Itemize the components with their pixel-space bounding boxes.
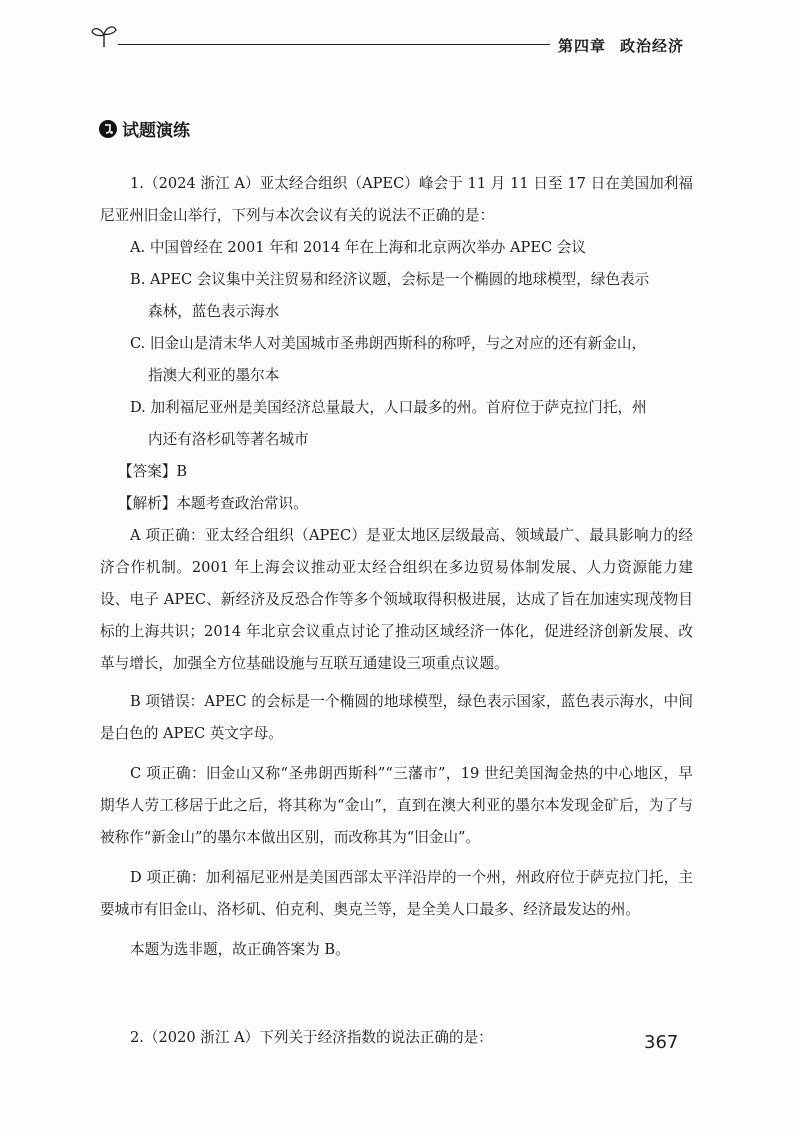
section-title: 试题演练 bbox=[122, 121, 190, 141]
question-1-stem: 1.（2024 浙江 A）亚太经合组织（APEC）峰会于 11 月 11 日至 17 日在美国加利福尼亚州旧金山举行，下列与本次会议有关的说法不正确的是： bbox=[100, 175, 693, 224]
analysis-c: C 项正确：旧金山又称“圣弗朗西斯科”“三藩市”，19 世纪美国淘金热的中心地区，早期华人劳工移居于此之后，将其称为“金山”，直到在澳大利亚的墨尔本发现金矿后，为了与被称作“新金山”的墨尔本做出区别，而改称其为“旧金山”。 bbox=[100, 765, 693, 846]
option-d: D. 加利福尼亚州是美国经济总量最大，人口最多的州。首府位于萨克拉门托，州 bbox=[130, 399, 647, 416]
conclusion: 本题为选非题，故正确答案为 B。 bbox=[130, 941, 350, 958]
analysis-a: A 项正确：亚太经合组织（APEC）是亚太地区层级最高、领域最广、最具影响力的经济合作机制。2001 年上海会议推动亚太经合组织在多边贸易体制发展、人力资源能力建设、电子 APEC、新经济及反恐合作等多个领域取得积极进展，达成了旨在加速实现茂物目标的上海共识；2014 年北京会议重点讨论了推动区域经济一体化，促进经济创新发展、改革与增长，加强全方位基础设施与互联互通建设三项重点议题。 bbox=[100, 527, 693, 672]
option-c-continued: 指澳大利亚的墨尔本 bbox=[148, 367, 280, 384]
question-content bbox=[100, 168, 693, 1054]
section-heading bbox=[99, 116, 190, 141]
analysis-d: D 项正确：加利福尼亚州是美国西部太平洋沿岸的一个州，州政府位于萨克拉门托，主要城市有旧金山、洛杉矶、伯克利、奥克兰等，是全美人口最多、经济最发达的州。 bbox=[100, 869, 693, 918]
option-b: B. APEC 会议集中关注贸易和经济议题，会标是一个椭圆的地球模型，绿色表示 bbox=[130, 271, 650, 288]
analysis-b: B 项错误：APEC 的会标是一个椭圆的地球模型，绿色表示国家，蓝色表示海水，中间是白色的 APEC 英文字母。 bbox=[100, 693, 693, 742]
question-2-stem: 2.（2020 浙江 A）下列关于经济指数的说法正确的是： bbox=[130, 1029, 493, 1046]
option-b-continued: 森林，蓝色表示海水 bbox=[148, 303, 280, 320]
practice-icon bbox=[99, 120, 117, 138]
running-header bbox=[558, 35, 684, 56]
header-rule bbox=[118, 44, 550, 45]
option-d-continued: 内还有洛杉矶等著名城市 bbox=[148, 431, 309, 448]
page-number: 367 bbox=[644, 1032, 679, 1053]
answer-label: 【答案】B bbox=[118, 463, 188, 480]
chapter-number: 第四章 bbox=[558, 37, 607, 55]
option-c: C. 旧金山是清末华人对美国城市圣弗朗西斯科的称呼，与之对应的还有新金山， bbox=[130, 335, 647, 352]
sprout-icon bbox=[90, 22, 118, 48]
chapter-title: 政治经济 bbox=[620, 37, 685, 55]
analysis-intro: 【解析】本题考查政治常识。 bbox=[118, 495, 308, 512]
option-a: A. 中国曾经在 2001 年和 2014 年在上海和北京两次举办 APEC 会议 bbox=[130, 239, 586, 256]
